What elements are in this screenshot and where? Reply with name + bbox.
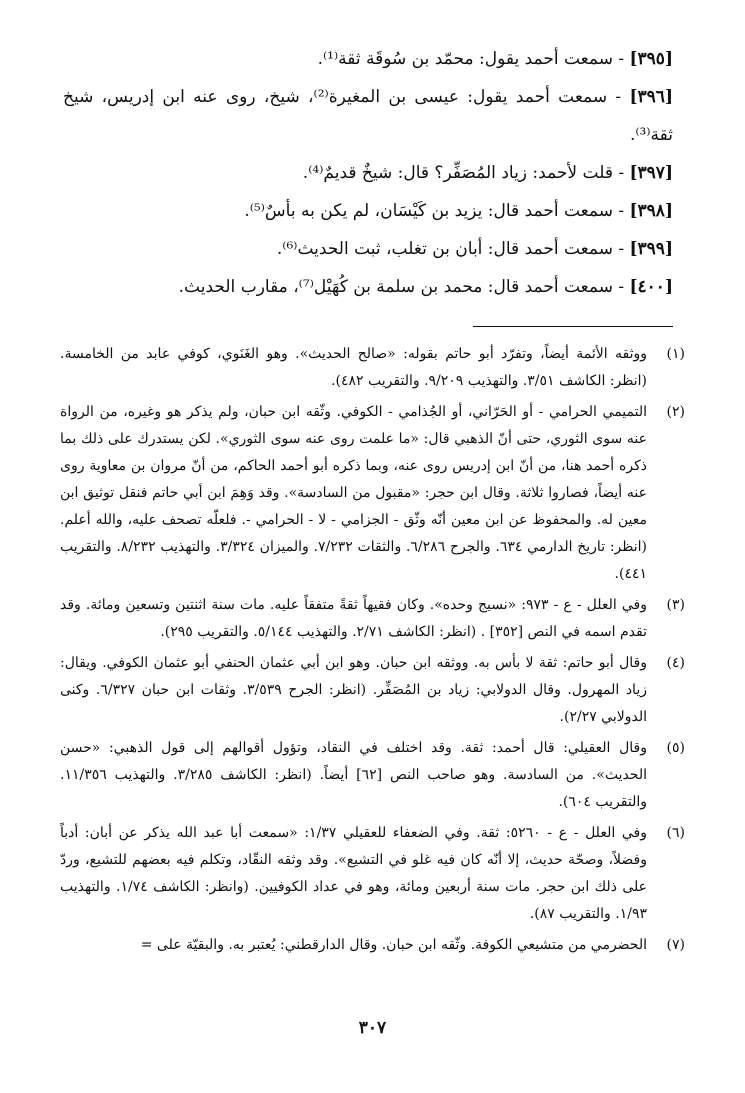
entry-text: - سمعت أحمد قال: محمد بن سلمة بن كُهَيْل⁽⁷⁾، مقارب الحديث. xyxy=(178,277,630,297)
footnote-number: (٤) xyxy=(666,655,685,671)
footnote-6 xyxy=(60,820,685,928)
footnote-text: وقال العقيلي: قال أحمد: ثقة. وقد اختلف في النقاد، وتؤول أقوالهم إلى قول الذهبي: «حسن الحديث». من السادسة. وهو صاحب النص [٦٢] أيضاً. (انظر: الكاشف ٣/٢٨٥. والتهذيب ١١/٣٥٦. والتقريب ٦٠٤). xyxy=(60,740,647,810)
footnote-separator xyxy=(473,326,673,327)
footnote-text: التميمي الحرامي - أو الحَرّاني، أو الجُذامي - الكوفي. وثّقه ابن حبان، ولم يذكر هو وغيره، من الرواة عنه سوى الثوري، حتى أنّ الذهبي قال: «ما علمت روى عنه سوى الثوري». لكن يستدرك على ذلك بما ذكره أحمد هنا، من أنّ ابن إدريس روى عنه، وبما ذكره أبو أحمد الحاكم، من أنّ مروان بن معاوية روى عنه أيضاً، فصاروا ثلاثة. وقال ابن حجر: «مقبول من السادسة». وقد وَهِمَ ابن أبي حاتم فنقل توثيق ابن معين له. والمحفوظ عن ابن معين أنّه وثّق - الجزامي - لا - الحرامي -. فلعلّه تصحف عليه، والله أعلم. (انظر: تاريخ الدارمي ٦٣٤. والجرح ٦/٢٨٦. والثقات ٧/٢٣٢. والميزان ٣/٣٢٤. والتهذيب ٨/٢٣٢. والتقريب ٤٤١). xyxy=(60,404,648,582)
entry-number: [٣٩٩] xyxy=(629,239,673,259)
main-text xyxy=(63,40,673,306)
entry-400 xyxy=(63,268,673,306)
footnote-1 xyxy=(60,341,685,395)
entry-number: [٣٩٦] xyxy=(629,87,673,107)
entry-text: - سمعت أحمد يقول: محمّد بن سُوقَة ثقة⁽¹⁾. xyxy=(317,49,630,69)
footnote-7 xyxy=(60,932,685,959)
entry-399 xyxy=(63,230,673,268)
entry-396 xyxy=(63,78,673,154)
entry-text: - سمعت أحمد قال: أبان بن تغلب، ثبت الحديث⁽⁶⁾. xyxy=(276,239,630,259)
entry-398 xyxy=(63,192,673,230)
footnote-number: (٢) xyxy=(666,404,685,420)
entry-395 xyxy=(63,40,673,78)
footnote-3 xyxy=(60,592,685,646)
entry-number: [٤٠٠] xyxy=(629,277,673,297)
footnote-number: (٥) xyxy=(666,740,685,756)
footnote-2 xyxy=(60,399,685,588)
page-number: ٣٠٧ xyxy=(358,1018,387,1038)
entry-number: [٣٩٨] xyxy=(629,201,673,221)
footnote-number: (٦) xyxy=(666,825,685,841)
entry-text: - سمعت أحمد يقول: عيسى بن المغيرة⁽²⁾، شيخ، روى عنه ابن إدريس، شيخ ثقة⁽³⁾. xyxy=(63,87,673,145)
entry-number: [٣٩٥] xyxy=(629,49,673,69)
footnote-text: الحضرمي من متشيعي الكوفة. وثّقه ابن حبان. وقال الدارقطني: يُعتبر به. والبقيّة على = xyxy=(140,937,647,953)
entry-number: [٣٩٧] xyxy=(629,163,673,183)
footnote-number: (٣) xyxy=(666,597,685,613)
footnote-text: ووثقه الأئمة أيضاً، وتفرّد أبو حاتم بقوله: «صالح الحديث». وهو الغَنَوي، كوفي عابد من الخامسة. (انظر: الكاشف ٣/٥١. والتهذيب ٩/٢٠٩. والتقريب ٤٨٢). xyxy=(60,346,647,389)
entry-text: - سمعت أحمد قال: يزيد بن كَيْسَان، لم يكن به بأسٌ⁽⁵⁾. xyxy=(244,201,630,221)
footnotes xyxy=(60,341,685,963)
entry-text: - قلت لأحمد: زياد المُصَفِّر؟ قال: شيخٌ قديمٌ⁽⁴⁾. xyxy=(302,163,630,183)
footnote-4 xyxy=(60,650,685,731)
footnote-text: وفي العلل - ع - ٥٢٦٠: ثقة. وفي الضعفاء للعقيلي ١/٣٧: «سمعت أبا عبد الله يذكر عن أبان: أدباً وفضلاً، وصحّة حديث، إلا أنّه كان فيه غلو في التشيع». وقد وثقه النقّاد، وتكلم فيه بعضهم للتشيع، وردّ على ذلك ابن حجر. مات سنة أربعين ومائة، وهو في عداد الكوفيين. (وانظر: الكاشف ١/٧٤. والتهذيب ١/٩٣. والتقريب ٨٧). xyxy=(60,825,647,922)
footnote-5 xyxy=(60,735,685,816)
footnote-text: وفي العلل - ع - ٩٧٣: «نسيج وحده». وكان فقيهاً ثقةً متفقاً عليه. مات سنة اثنتين وتسعين ومائة. وقد تقدم اسمه في النص [٣٥٢] . (انظر: الكاشف ٢/٧١. والتهذيب ٥/١٤٤. والتقريب ٢٩٥). xyxy=(60,597,647,640)
footnote-text: وقال أبو حاتم: ثقة لا بأس به. ووثقه ابن حبان. وهو ابن أبي عثمان الحنفي أبو عثمان الكوفي. ويقال: زياد المهرول. وقال الدولابي: زياد بن المُصَفِّر. (انظر: الجرح ٣/٥٣٩. وثقات ابن حبان ٦/٣٢٧. وكنى الدولابي ٢/٢٧). xyxy=(60,655,647,725)
entry-397 xyxy=(63,154,673,192)
footnote-number: (١) xyxy=(666,346,685,362)
footnote-number: (٧) xyxy=(666,937,685,953)
